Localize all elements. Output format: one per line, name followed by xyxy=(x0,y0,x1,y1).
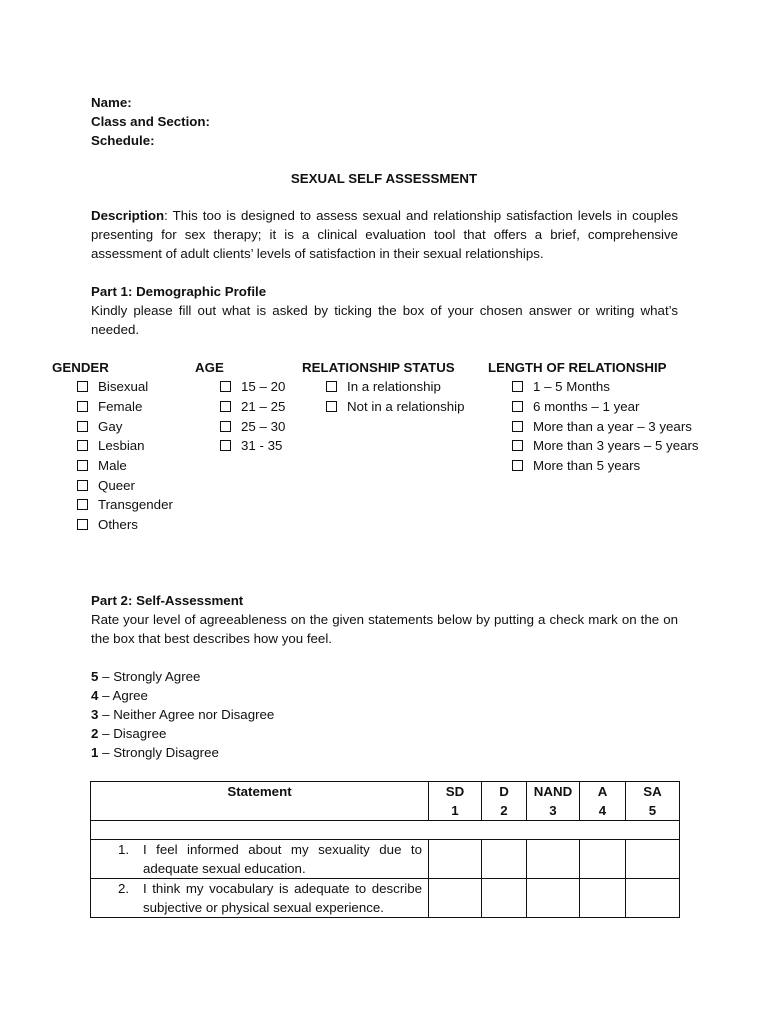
option-label: Transgender xyxy=(98,497,173,513)
checkbox[interactable] xyxy=(220,401,231,412)
scale-item xyxy=(91,724,274,743)
column-abbr: D xyxy=(499,784,509,799)
column-abbr: SA xyxy=(643,784,662,799)
option-label: More than 5 years xyxy=(533,458,641,474)
rating-cell-nand[interactable] xyxy=(527,840,580,879)
statement-number: 2. xyxy=(118,881,130,896)
column-num: 4 xyxy=(598,803,607,818)
rating-cell-a[interactable] xyxy=(580,879,626,918)
option-label: Not in a relationship xyxy=(347,399,465,415)
column-abbr: SD xyxy=(445,784,465,799)
description-label: Description xyxy=(91,208,165,223)
option-label: 15 – 20 xyxy=(241,379,286,395)
scale-label: – Strongly Disagree xyxy=(98,745,219,760)
age-option[interactable] xyxy=(220,397,285,417)
part2-heading: Part 2: Self-Assessment xyxy=(91,593,244,608)
rating-cell-nand[interactable] xyxy=(527,879,580,918)
relationship-status-option[interactable] xyxy=(326,377,465,397)
checkbox[interactable] xyxy=(512,401,523,412)
scale-item xyxy=(91,667,274,686)
relationship-length-options xyxy=(512,377,699,475)
description-text: : This too is designed to assess sexual and relationship satisfaction levels in couples presenting for sex therapy; it is a clinical evaluation tool that offers a brief, comprehensive assessment of adult clients’ levels of satisfaction in their sexual relationships. xyxy=(91,208,678,261)
part1-heading: Part 1: Demographic Profile xyxy=(91,284,267,299)
part1-instructions: Kindly please fill out what is asked by ticking the box of your chosen answer or writing what’s needed. xyxy=(91,303,678,337)
option-label: More than 3 years – 5 years xyxy=(533,438,699,454)
statement-cell xyxy=(91,879,429,918)
gender-option[interactable] xyxy=(77,416,173,436)
column-header-sa xyxy=(626,782,680,821)
checkbox[interactable] xyxy=(77,440,88,451)
checkbox[interactable] xyxy=(77,460,88,471)
gender-options xyxy=(77,377,173,535)
option-label: Lesbian xyxy=(98,438,145,454)
scale-item xyxy=(91,705,274,724)
option-label: Male xyxy=(98,458,127,474)
column-header-d xyxy=(482,782,527,821)
rating-scale-legend xyxy=(91,667,274,762)
scale-number: 3 xyxy=(91,707,99,722)
column-header-sd xyxy=(429,782,482,821)
checkbox[interactable] xyxy=(512,421,523,432)
gender-option[interactable] xyxy=(77,515,173,535)
gender-option[interactable] xyxy=(77,436,173,456)
option-label: Gay xyxy=(98,418,123,434)
gender-option[interactable] xyxy=(77,377,173,397)
option-label: Female xyxy=(98,399,143,415)
relationship-status-options xyxy=(326,377,465,416)
rating-cell-d[interactable] xyxy=(482,840,527,879)
relationship-status-option[interactable] xyxy=(326,397,465,417)
rating-cell-sd[interactable] xyxy=(429,840,482,879)
option-label: 31 - 35 xyxy=(241,438,283,454)
checkbox[interactable] xyxy=(77,421,88,432)
relationship-status-heading: RELATIONSHIP STATUS xyxy=(302,360,455,375)
table-row xyxy=(91,879,680,918)
column-abbr: NAND xyxy=(533,784,573,799)
checkbox[interactable] xyxy=(512,460,523,471)
spacer-cell xyxy=(91,821,680,840)
scale-number: 1 xyxy=(91,745,99,760)
rating-cell-sa[interactable] xyxy=(626,840,680,879)
age-option[interactable] xyxy=(220,377,285,397)
checkbox[interactable] xyxy=(326,401,337,412)
student-info-header xyxy=(91,93,391,150)
statement-number: 1. xyxy=(118,842,130,857)
part2-instructions: Rate your level of agreeableness on the given statements below by putting a check mark on the on the box that best describes how you feel. xyxy=(91,612,678,646)
scale-number: 4 xyxy=(91,688,99,703)
gender-option[interactable] xyxy=(77,456,173,476)
gender-option[interactable] xyxy=(77,475,173,495)
scale-item xyxy=(91,743,274,762)
scale-label: – Disagree xyxy=(98,726,167,741)
statement-cell xyxy=(91,840,429,879)
schedule-label: Schedule: xyxy=(91,133,155,148)
checkbox[interactable] xyxy=(512,440,523,451)
checkbox[interactable] xyxy=(220,440,231,451)
option-label: Queer xyxy=(98,477,135,493)
column-num: 5 xyxy=(648,803,657,818)
gender-option[interactable] xyxy=(77,495,173,515)
checkbox[interactable] xyxy=(220,421,231,432)
scale-label: – Agree xyxy=(98,688,148,703)
relationship-length-option[interactable] xyxy=(512,416,699,436)
column-header-a xyxy=(580,782,626,821)
rating-cell-a[interactable] xyxy=(580,840,626,879)
relationship-length-option[interactable] xyxy=(512,456,699,476)
checkbox[interactable] xyxy=(77,381,88,392)
option-label: 25 – 30 xyxy=(241,418,286,434)
checkbox[interactable] xyxy=(77,519,88,530)
scale-label: – Strongly Agree xyxy=(98,669,201,684)
checkbox[interactable] xyxy=(512,381,523,392)
scale-number: 5 xyxy=(91,669,99,684)
gender-heading: GENDER xyxy=(52,360,109,375)
option-label: 1 – 5 Months xyxy=(533,379,610,395)
checkbox[interactable] xyxy=(220,381,231,392)
relationship-length-heading: LENGTH OF RELATIONSHIP xyxy=(488,360,667,375)
statement-text: I feel informed about my sexuality due to adequate sexual education. xyxy=(143,842,422,876)
relationship-length-option[interactable] xyxy=(512,436,699,456)
column-header-nand xyxy=(527,782,580,821)
option-label: More than a year – 3 years xyxy=(533,418,692,434)
column-num: 1 xyxy=(451,803,459,818)
option-label: 6 months – 1 year xyxy=(533,399,640,415)
table-spacer-row xyxy=(91,821,680,840)
checkbox[interactable] xyxy=(77,499,88,510)
rating-cell-sd[interactable] xyxy=(429,879,482,918)
gender-option[interactable] xyxy=(77,397,173,417)
statement-column-header: Statement xyxy=(91,782,429,821)
scale-label: – Neither Agree nor Disagree xyxy=(98,707,275,722)
column-num: 3 xyxy=(549,803,557,818)
class-section-label: Class and Section: xyxy=(91,114,210,129)
checkbox[interactable] xyxy=(77,401,88,412)
table-header-row xyxy=(91,782,680,821)
page-title: SEXUAL SELF ASSESSMENT xyxy=(290,171,478,186)
rating-cell-d[interactable] xyxy=(482,879,527,918)
column-abbr: A xyxy=(597,784,608,799)
scale-number: 2 xyxy=(91,726,99,741)
option-label: Bisexual xyxy=(98,379,149,395)
column-num: 2 xyxy=(500,803,508,818)
age-options xyxy=(220,377,285,456)
checkbox[interactable] xyxy=(326,381,337,392)
statement-text: I think my vocabulary is adequate to describe subjective or physical sexual experience. xyxy=(143,881,422,915)
scale-item xyxy=(91,686,274,705)
option-label: In a relationship xyxy=(347,379,441,395)
relationship-length-option[interactable] xyxy=(512,397,699,417)
option-label: Others xyxy=(98,517,138,533)
age-option[interactable] xyxy=(220,436,285,456)
age-option[interactable] xyxy=(220,416,285,436)
age-heading: AGE xyxy=(195,360,224,375)
assessment-table xyxy=(90,781,680,918)
table-row xyxy=(91,840,680,879)
checkbox[interactable] xyxy=(77,480,88,491)
rating-cell-sa[interactable] xyxy=(626,879,680,918)
relationship-length-option[interactable] xyxy=(512,377,699,397)
name-label: Name: xyxy=(91,95,132,110)
option-label: 21 – 25 xyxy=(241,399,286,415)
description-paragraph xyxy=(91,206,678,263)
